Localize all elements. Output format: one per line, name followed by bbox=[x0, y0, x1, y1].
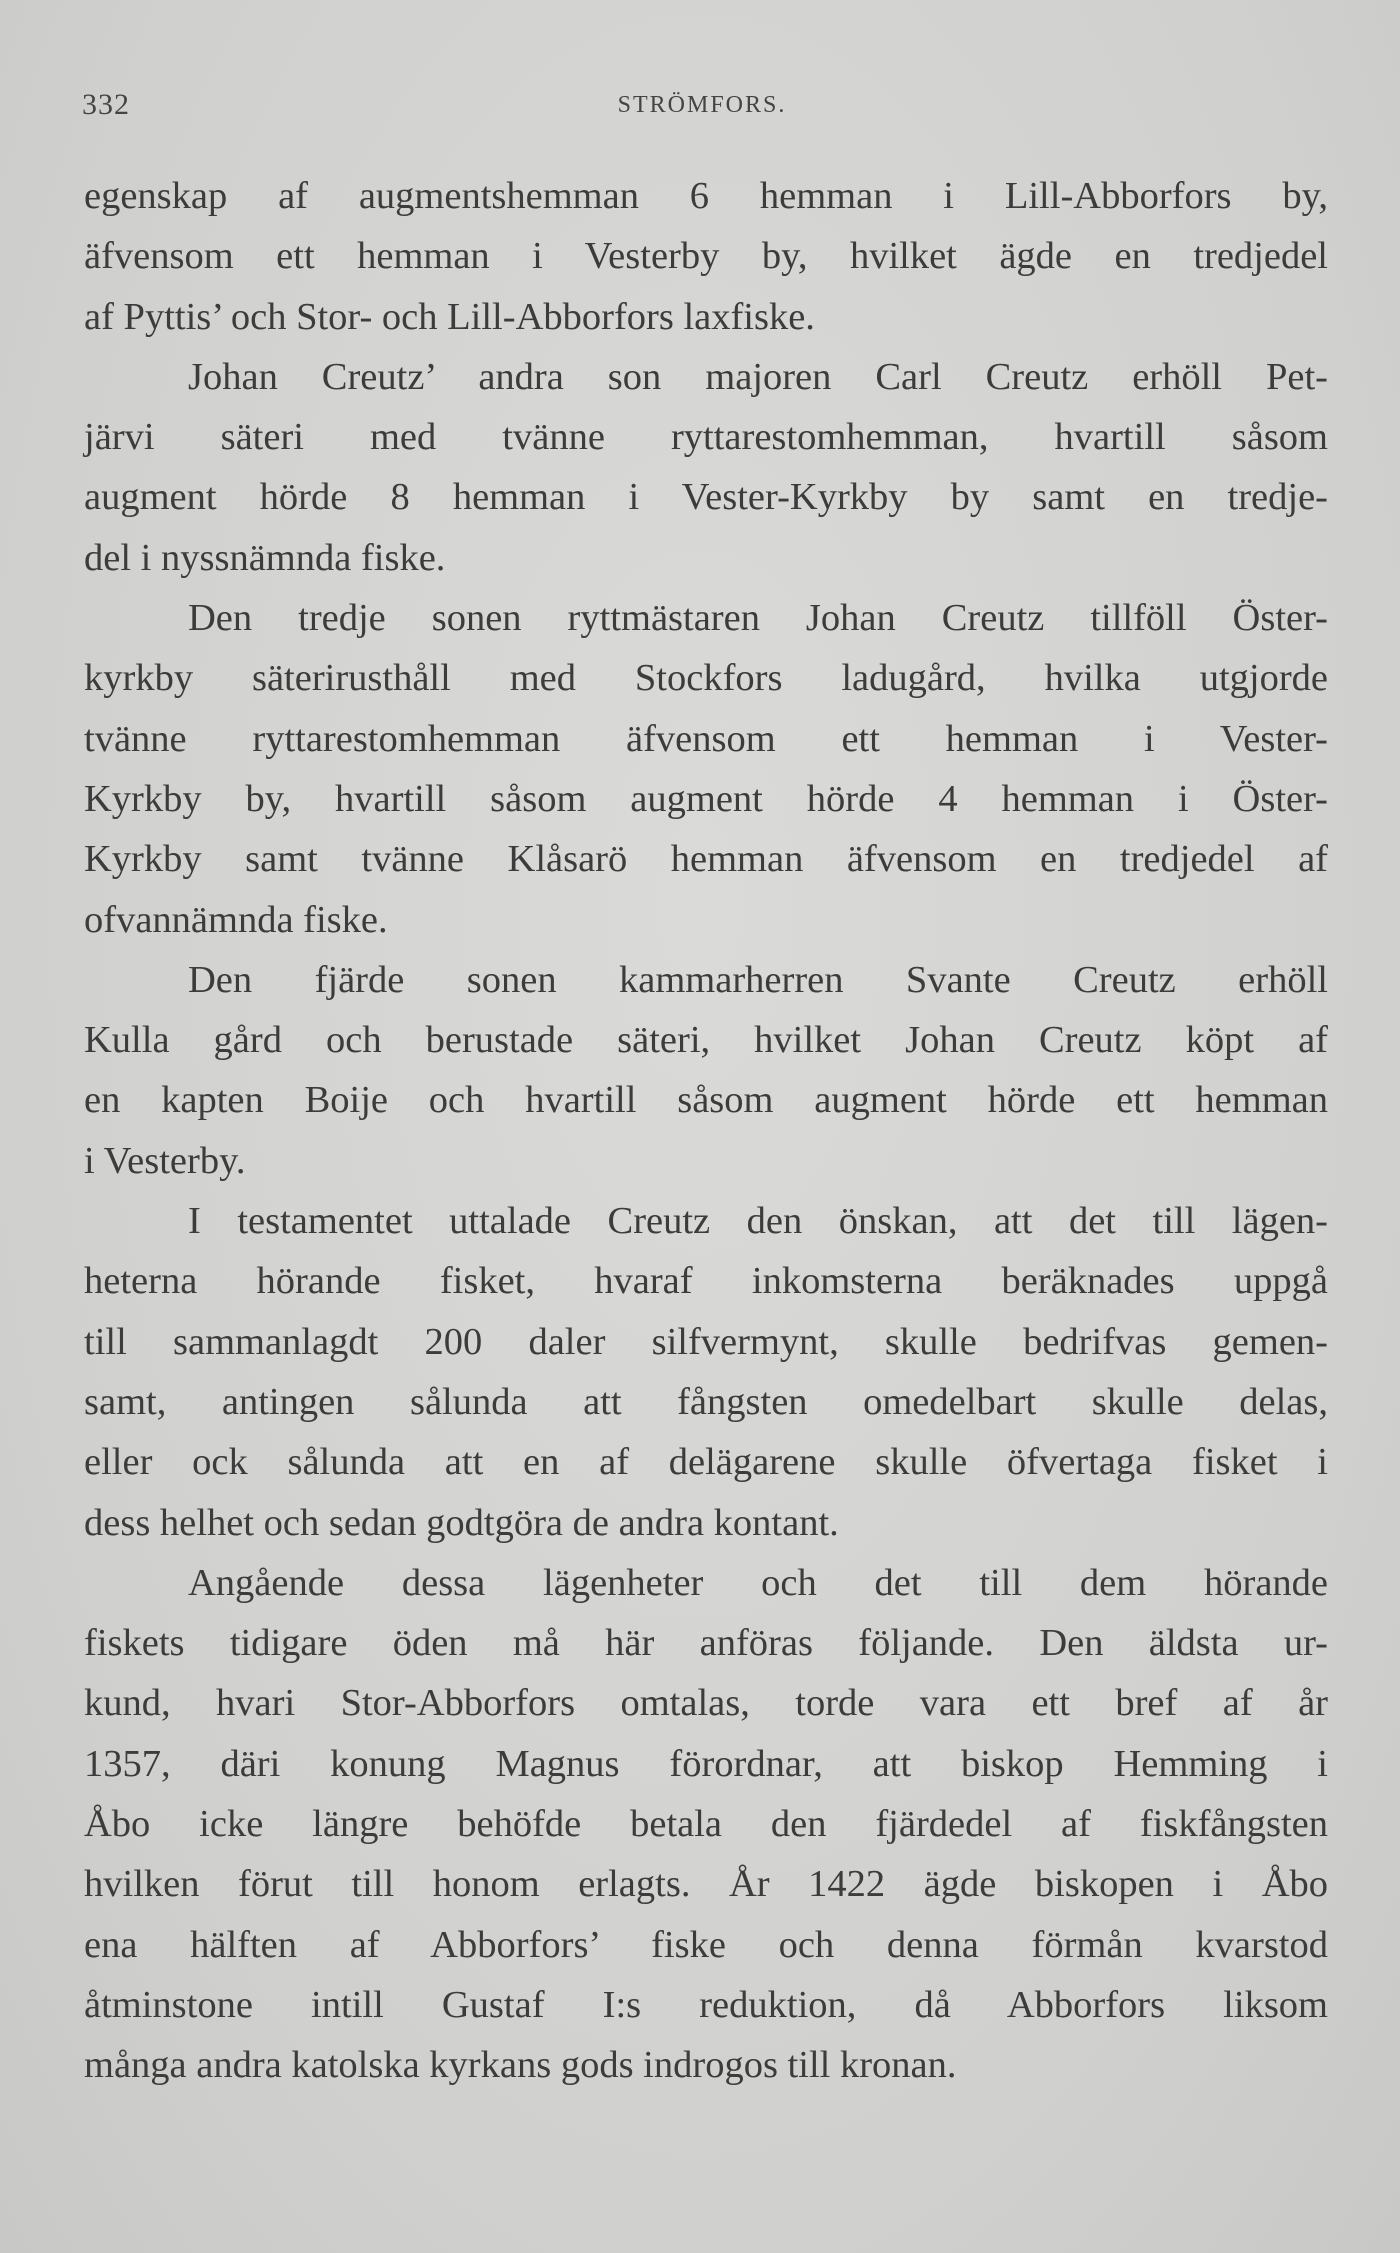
text-line: Kulla gård och berustade säteri, hvilket Johan Creutz köpt af bbox=[84, 1019, 1328, 1062]
text-line: Kyrkby samt tvänne Klåsarö hemman äfvensom en tredjedel af bbox=[84, 838, 1328, 881]
text-line: del i nyssnämnda fiske. bbox=[84, 536, 446, 579]
text-line: Angående dessa lägenheter och det till dem hörande bbox=[188, 1561, 1328, 1604]
text-line: 1357, däri konung Magnus förordnar, att biskop Hemming i bbox=[84, 1742, 1328, 1785]
text-line: Johan Creutz’ andra son majoren Carl Creutz erhöll Pet- bbox=[188, 355, 1328, 398]
text-line: af Pyttis’ och Stor- och Lill-Abborfors laxfiske. bbox=[84, 295, 815, 338]
text-line: I testamentet uttalade Creutz den önskan, att det till lägen- bbox=[188, 1200, 1328, 1243]
text-line: många andra katolska kyrkans gods indrogos till kronan. bbox=[84, 2044, 957, 2087]
text-line: kund, hvari Stor-Abborfors omtalas, torde vara ett bref af år bbox=[84, 1682, 1328, 1725]
text-line: hvilken förut till honom erlagts. År 1422 ägde biskopen i Åbo bbox=[84, 1863, 1328, 1906]
page-header bbox=[82, 88, 1322, 128]
running-head: STRÖMFORS. bbox=[617, 92, 787, 118]
text-line: ena hälften af Abborfors’ fiske och denna förmån kvarstod bbox=[84, 1923, 1328, 1966]
text-line: dess helhet och sedan godtgöra de andra kontant. bbox=[84, 1501, 839, 1544]
text-line: fiskets tidigare öden må här anföras följande. Den äldsta ur- bbox=[84, 1622, 1328, 1665]
text-line: augment hörde 8 hemman i Vester-Kyrkby by samt en tredje- bbox=[84, 476, 1328, 519]
text-line: Den fjärde sonen kammarherren Svante Creutz erhöll bbox=[188, 958, 1328, 1001]
text-line: heterna hörande fisket, hvaraf inkomsterna beräknades uppgå bbox=[84, 1260, 1328, 1303]
text-line: samt, antingen sålunda att fångsten omedelbart skulle delas, bbox=[84, 1380, 1328, 1423]
text-line: en kapten Boije och hvartill såsom augment hörde ett hemman bbox=[84, 1079, 1328, 1122]
text-line: tvänne ryttarestomhemman äfvensom ett hemman i Vester- bbox=[84, 717, 1328, 760]
text-line: Den tredje sonen ryttmästaren Johan Creutz tillföll Öster- bbox=[188, 597, 1328, 640]
text-line: egenskap af augmentshemman 6 hemman i Lill-Abborfors by, bbox=[84, 175, 1328, 217]
text-line: i Vesterby. bbox=[84, 1139, 246, 1182]
body-text bbox=[84, 166, 1328, 2096]
text-line: kyrkby säterirusthåll med Stockfors ladugård, hvilka utgjorde bbox=[84, 657, 1328, 700]
text-line: åtminstone intill Gustaf I:s reduktion, då Abborfors liksom bbox=[84, 1983, 1328, 2026]
text-line: ofvannämnda fiske. bbox=[84, 898, 388, 941]
text-line: Kyrkby by, hvartill såsom augment hörde 4 hemman i Öster- bbox=[84, 777, 1328, 820]
text-line: Åbo icke längre behöfde betala den fjärdedel af fiskfångsten bbox=[84, 1803, 1328, 1846]
text-line: till sammanlagdt 200 daler silfvermynt, skulle bedrifvas gemen- bbox=[84, 1320, 1328, 1363]
page-number: 332 bbox=[82, 88, 130, 121]
text-line: eller ock sålunda att en af delägarene skulle öfvertaga fisket i bbox=[84, 1441, 1328, 1484]
text-line: äfvensom ett hemman i Vesterby by, hvilket ägde en tredjedel bbox=[84, 235, 1328, 278]
text-line: järvi säteri med tvänne ryttarestomhemman, hvartill såsom bbox=[84, 416, 1328, 459]
